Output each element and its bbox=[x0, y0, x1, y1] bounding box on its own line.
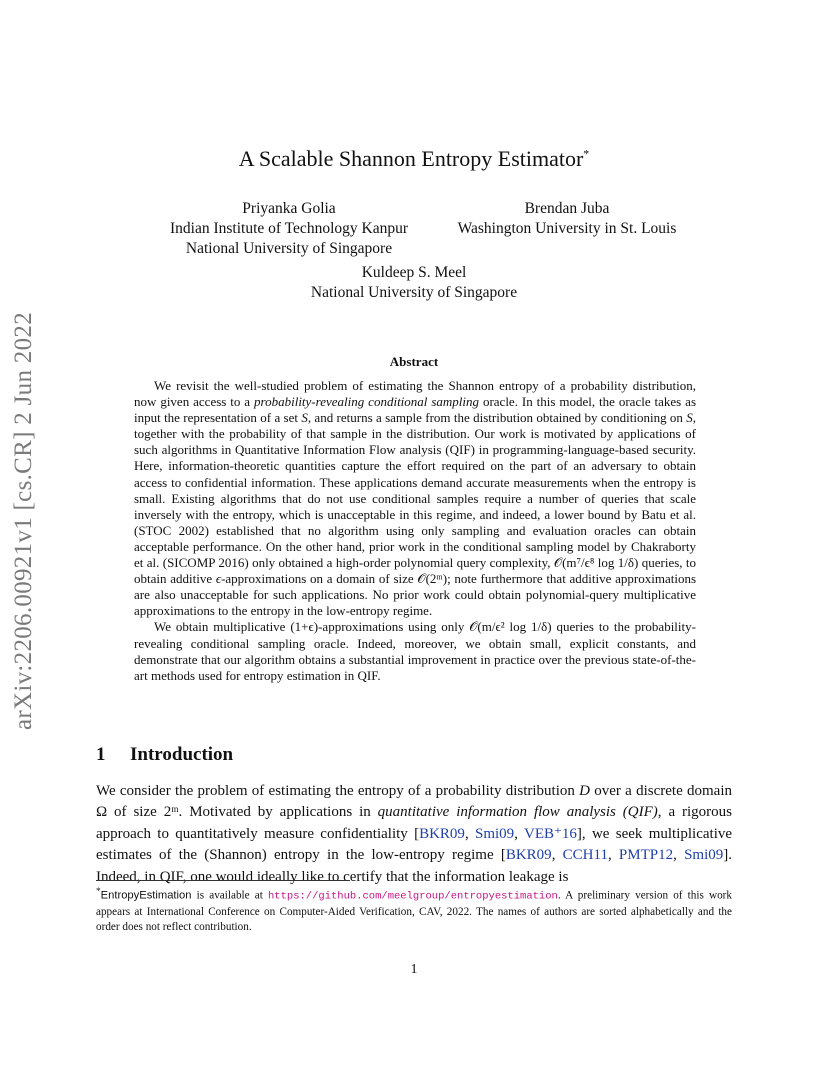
citation-link[interactable]: PMTP12 bbox=[618, 847, 674, 864]
page-number: 1 bbox=[410, 962, 418, 977]
paper-title-text: A Scalable Shannon Entropy Estimator bbox=[238, 146, 584, 171]
domain-size-formula: 𝒪(2ᵐ) bbox=[417, 571, 448, 587]
abstract-heading: Abstract bbox=[389, 354, 439, 369]
author-affiliation: National University of Singapore bbox=[185, 240, 393, 257]
arxiv-stamp-text: arXiv:2206.00921v1 [cs.CR] 2 Jun 2022 bbox=[10, 311, 37, 731]
author-name: Brendan Juba bbox=[524, 200, 610, 217]
tool-name: EntropyEstimation bbox=[100, 889, 192, 902]
citation-link[interactable]: VEB⁺16 bbox=[523, 825, 577, 842]
author-block-golia bbox=[96, 199, 482, 259]
footnote-rule bbox=[96, 880, 350, 881]
author-name: Priyanka Golia bbox=[242, 200, 336, 217]
citation-link[interactable]: Smi09 bbox=[475, 825, 515, 842]
query-complexity-formula: 𝒪(m/ϵ² log 1/δ) bbox=[469, 619, 552, 635]
footnote-mark: * bbox=[96, 887, 101, 897]
intro-paragraph: We consider the problem of estimating the entropy of a probability distribution D over a discrete domain Ω of size 2ᵐ. Motivated by applications in quantitative information flow analysis (QIF), a rigorous approach to quantitatively measure confidentiality [BKR09, Smi09, VEB⁺16], we seek multiplicative estimates of the (Shannon) entropy in the low-entropy regime [BKR09, CCH11, PMTP12, Smi09]. Indeed, in QIF, one would ideally like to certify that the information leakage is bbox=[96, 783, 733, 885]
citation-link[interactable]: CCH11 bbox=[562, 847, 608, 864]
github-url-link[interactable]: https://github.com/meelgroup/entropyestimation bbox=[267, 890, 558, 903]
author-affiliation: Washington University in St. Louis bbox=[457, 220, 677, 237]
author-name: Kuldeep S. Meel bbox=[361, 264, 467, 281]
author-block-juba bbox=[432, 199, 702, 239]
citation-link[interactable]: BKR09 bbox=[419, 825, 465, 842]
approximation-formula: (1+ϵ) bbox=[290, 619, 319, 635]
author-affiliation: Indian Institute of Technology Kanpur bbox=[170, 220, 408, 237]
footnote: *EntropyEstimation is available at https://github.com/meelgroup/entropyestimation. A preliminary version of this work appears at International Conference on Computer-Aided Verification, CAV, 2022. The names of authors are sorted alphabetically and the order does not reflect contribution. bbox=[96, 887, 732, 933]
author-affiliation: National University of Singapore bbox=[310, 284, 518, 301]
citation-link[interactable]: BKR09 bbox=[505, 847, 552, 864]
author-block-meel bbox=[200, 263, 628, 303]
section-title: Introduction bbox=[130, 744, 234, 765]
citation-link[interactable]: Smi09 bbox=[684, 847, 724, 864]
title-footnote-mark: * bbox=[583, 146, 590, 161]
abstract-paragraph-2: We obtain multiplicative (1+ϵ)-approximations using only 𝒪(m/ϵ² log 1/δ) queries to the probability-revealing conditional sampling oracle. Indeed, moreover, we obtain small, explicit constants, and demonstrate that our algorithm obtains a substantial improvement in practice over the previous state-of-the-art methods used for entropy estimation in QIF. bbox=[134, 619, 696, 683]
abstract-body bbox=[134, 378, 696, 684]
section-number: 1 bbox=[96, 744, 106, 765]
section-heading-introduction bbox=[96, 744, 233, 766]
abstract-paragraph-1: We revisit the well-studied problem of estimating the Shannon entropy of a probability distribution, now given access to a probability-revealing conditional sampling oracle. In this model, the oracle takes as input the representation of a set S, and returns a sample from the distribution obtained by conditioning on S, together with the probability of that sample in the distribution. Our work is motivated by applications of such algorithms in Quantitative Information Flow analysis (QIF) in programming-language-based security. Here, information-theoretic quantities capture the effort required on the part of an adversary to obtain access to confidential information. These applications demand accurate measurements when the entropy is small. Existing algorithms that do not use conditional samples require a number of queries that scale inversely with the entropy, which is unacceptable in this regime, and indeed, a lower bound by Batu et al. (STOC 2002) established that no algorithm using only sampling and evaluation oracles can obtain acceptable performance. On the other hand, prior work in the conditional sampling model by Chakraborty et al. (SICOMP 2016) only obtained a high-order polynomial query complexity, 𝒪(m⁷/ϵ⁸ log 1/δ) queries, to obtain additive ϵ-approximations on a domain of size 𝒪(2ᵐ); note furthermore that additive approximations are also unacceptable for such applications. No prior work could obtain polynomial-query multiplicative approximations to the entropy in the low-entropy regime. bbox=[134, 378, 697, 619]
complexity-formula: 𝒪(m⁷/ϵ⁸ log 1/δ) bbox=[553, 555, 639, 571]
paper-title bbox=[0, 146, 828, 172]
